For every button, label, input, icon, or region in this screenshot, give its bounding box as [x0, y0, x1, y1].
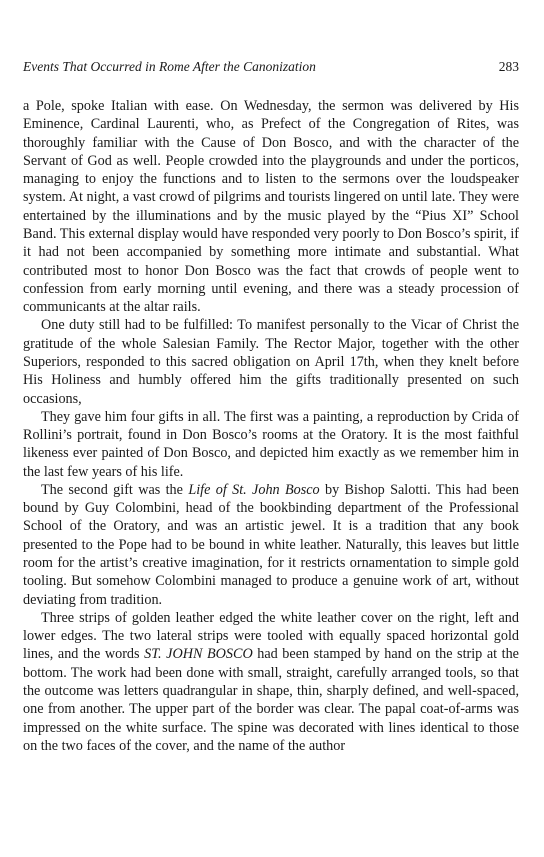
- body-text: [23, 97, 519, 755]
- paragraph-5: [23, 609, 519, 755]
- stamped-words-italic: ST. JOHN BOSCO: [144, 646, 253, 663]
- paragraph-3: They gave him four gifts in all. The first was a painting, a reproduction by Crida of Rollini’s portrait, found in Don Bosco’s rooms at the Oratory. It is the most faithful likeness ever painted of Don Bosco, and depicted him exactly as we remember him in the last few years of his life.: [23, 408, 519, 480]
- running-head: [23, 58, 519, 76]
- paragraph-1: a Pole, spoke Italian with ease. On Wednesday, the sermon was delivered by His Eminence, Cardinal Laurenti, who, as Prefect of the Congregation of Rites, was thoroughly familiar with the Cause of Don Bosco, and with the character of the Servant of God as well. People crowded into the playgrounds and under the porticos, managing to enjoy the functions and to listen to the sermons over the loudspeaker system. At night, a vast crowd of pilgrims and tourists lingered on until late. They were entertained by the illuminations and by the music played by the “Pius XI” School Band. This external display would have responded very poorly to Don Bosco’s spirit, if it had not been accompanied by something more intimate and substantial. What contributed most to honor Don Bosco was the fact that crowds of people went to confession from early morning until evening, and there was a steady procession of communicants at the altar rails.: [23, 98, 519, 316]
- paragraph-5-text-after: had been stamped by hand on the strip at the bottom. The work had been done with small, straight, carefully arranged tools, so that the outcome was letters quadrangular in shape, thin, sharply defined, and well-spaced, one from another. The upper part of the border was clear. The papal coat-of-arms was impressed on the white surface. The spine was decorated with lines identical to those on the two faces of the cover, and the name of the author: [23, 646, 519, 754]
- paragraph-4-text-after: by Bishop Salotti. This had been bound by Guy Colombini, head of the bookbinding department of the Professional School of the Oratory, and was an artistic jewel. It is a tradition that any book presented to the Pope had to be bound in white leather. Naturally, this leaves but little room for the artist’s creative imagination, for it restricts ornamentation to simple gold tooling. But somehow Colombini managed to produce a genuine work of art, without deviating from tradition.: [23, 481, 519, 608]
- paragraph-5-text-before: Three strips of golden leather edged the white leather cover on the right, left and lower edges. The two lateral strips were tooled with equally spaced horizontal gold lines, and the words: [23, 609, 519, 663]
- running-title: Events That Occurred in Rome After the Canonization: [23, 59, 316, 74]
- paragraph-2: One duty still had to be fulfilled: To manifest personally to the Vicar of Christ the gratitude of the whole Salesian Family. The Rector Major, together with the other Superiors, responded to this sacred obligation on April 17th, when they knelt before His Holiness and humbly offered him the gifts traditionally presented on such occasions,: [23, 317, 519, 407]
- paragraph-4-text-before: The second gift was the: [41, 481, 189, 498]
- paragraph-4: [23, 481, 519, 609]
- page-number: 283: [498, 59, 519, 74]
- book-title-italic: Life of St. John Bosco: [188, 481, 320, 498]
